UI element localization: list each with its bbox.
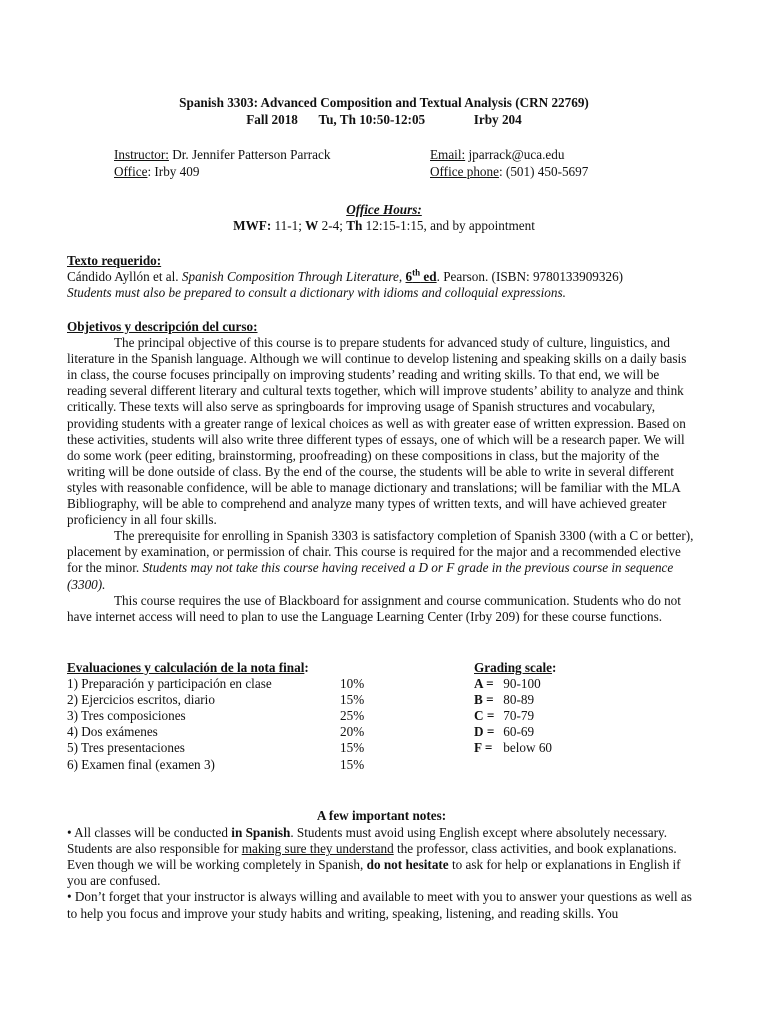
term: Fall 2018: [246, 112, 298, 127]
scale-range: 60-69: [500, 724, 535, 740]
office-hours: [0, 202, 768, 234]
note-1-bold: in Spanish: [231, 825, 291, 841]
scale-range: below 60: [500, 740, 553, 756]
objectives-paragraph-2: [67, 528, 696, 592]
email-address[interactable]: jparrack@uca.edu: [465, 147, 565, 162]
scale-range: 90-100: [500, 676, 541, 692]
grade-row: [67, 740, 696, 756]
evaluation-item: 1) Preparación y participación en clase: [67, 676, 272, 692]
phone-label: Office phone: [430, 164, 499, 179]
required-text-section: [67, 253, 696, 301]
mwf-label: MWF:: [233, 218, 272, 234]
contact-block: [0, 147, 768, 181]
notes-section: [67, 808, 696, 922]
instructor-info: [114, 147, 330, 163]
th-value: 12:15-1:15, and by appointment: [362, 218, 535, 234]
grading-table: [67, 660, 696, 773]
edition: [406, 269, 437, 284]
scale-entry: [474, 708, 534, 724]
grading-section: [67, 660, 696, 773]
required-text-citation: Cándido Ayllón et al. Spanish Composition Through Literature, 6th ed. Pearson. (ISBN: 9780133909326): [67, 267, 624, 285]
prerequisite-warning: Students may not take this course having received a D or F grade in the previous course in sequence (3300).: [67, 560, 674, 592]
room: Irby 204: [473, 112, 522, 127]
grade-row: [67, 708, 696, 724]
grade-row: [67, 692, 696, 708]
instructor-label: Instructor:: [114, 147, 169, 162]
objectives-heading: Objetivos y descripción del curso:: [67, 319, 258, 334]
scale-letter: C =: [474, 708, 495, 724]
evaluation-percent: 15%: [340, 692, 365, 708]
course-title: Spanish 3303: Advanced Composition and Textual Analysis (CRN 22769): [179, 95, 589, 110]
note-2: • Don’t forget that your instructor is always willing and available to meet with you to answer your questions as well as to help you focus and improve your study habits and writing, speaking, listening, and reading skills. You: [67, 889, 692, 921]
office-value: : Irby 409: [147, 164, 200, 179]
evaluation-item: 2) Ejercicios escritos, diario: [67, 692, 215, 708]
th-label: Th: [346, 218, 363, 234]
objectives-paragraph-3: This course requires the use of Blackboard for assignment and course communication. Students who do not have internet access will need to plan to use the Language Learning Center (Irby 209) for these course functions.: [67, 592, 681, 624]
evaluation-heading-colon: :: [304, 660, 309, 675]
evaluation-percent: 15%: [340, 756, 365, 772]
evaluation-item: 3) Tres composiciones: [67, 708, 186, 724]
scale-entry: [474, 692, 534, 708]
evaluation-percent: 10%: [340, 676, 365, 692]
phone-info: [430, 164, 588, 180]
scale-range: 80-89: [500, 692, 535, 708]
office-hours-heading: Office Hours:: [346, 202, 422, 217]
office-label: Office: [114, 164, 148, 179]
grading-headings: [67, 660, 696, 676]
note-1-bold: do not hesitate: [366, 857, 449, 873]
w-value: 2-4;: [318, 218, 347, 234]
scale-letter: A =: [474, 676, 494, 692]
evaluation-item: 6) Examen final (examen 3): [67, 756, 215, 772]
evaluation-percent: 25%: [340, 708, 365, 724]
edition-number: 6: [405, 269, 413, 285]
grading-scale-heading: [474, 660, 556, 676]
contact-row-2: [0, 164, 768, 181]
scale-entry: [474, 676, 541, 692]
note-1-underline: making sure they understand: [241, 841, 394, 857]
phone-value: : (501) 450-5697: [498, 164, 589, 179]
objectives-section: [67, 319, 696, 625]
evaluation-item: 4) Dos exámenes: [67, 724, 158, 740]
evaluation-heading-text: Evaluaciones y calculación de la nota final: [67, 660, 305, 675]
evaluation-percent: 15%: [340, 740, 365, 756]
scale-entry: [474, 724, 534, 740]
w-label: W: [305, 218, 319, 234]
note-1-text: to ask for help or explanations in English if you are confused.: [67, 857, 681, 889]
course-meta: [60, 111, 708, 128]
course-header: [60, 94, 708, 128]
scale-entry: [474, 740, 552, 756]
email-info: [430, 147, 564, 163]
prerequisite-text: The prerequisite for enrolling in Spanish 3303 is satisfactory completion of Spanish 3300 (with a C or better), placement by examination, or permission of chair. This course is required for the major and a recommended elective for the minor.: [67, 528, 694, 576]
edition-suffix: th: [412, 267, 421, 278]
office-hours-times: [0, 218, 768, 234]
scale-range: 70-79: [500, 708, 535, 724]
authors: Cándido Ayllón et al.: [67, 269, 182, 285]
evaluation-heading: [67, 660, 309, 676]
instructor-name: Dr. Jennifer Patterson Parrack: [168, 147, 331, 162]
scale-letter: B =: [474, 692, 494, 708]
note-1-text: • All classes will be conducted: [67, 825, 232, 841]
note-1-text: the professor, class activities, and book explanations. Even though we will be working completely in Spanish,: [67, 841, 677, 873]
grading-scale-heading-text: Grading scale: [474, 660, 553, 675]
notes-heading: A few important notes:: [316, 808, 447, 823]
scale-letter: F =: [474, 740, 493, 756]
email-label: Email:: [430, 147, 466, 162]
dictionary-note: Students must also be prepared to consult a dictionary with idioms and colloquial expressions.: [67, 285, 566, 301]
book-title: Spanish Composition Through Literature: [181, 269, 399, 285]
schedule: Tu, Th 10:50-12:05: [318, 112, 426, 127]
mwf-value: 11-1;: [271, 218, 306, 234]
objectives-paragraph-1: The principal objective of this course is to prepare students for advanced study of culture, linguistics, and literature in the Spanish language. Although we will continue to develop listening and speaking skills on a daily basis in class, the course focuses principally on improving students’ reading and writing skills. To that end, we will be reading several different literary and cultural texts together, which will improve students’ ability to analyze and think critically. These texts will also serve as springboards for improving usage of Spanish structures and vocabulary, providing students with a greater range of lexical choices as well as with greater ease of written expression. Based on these activities, students will also write three different types of essays, one of which will be a research paper. We will do some work (peer editing, brainstorming, proofreading) on these compositions in class, but the majority of the writing will be done outside of class. By the end of the course, the students will be able to write in several different styles with reasonable confidence, will be able to manage dictionary and translations; will be familiar with the MLA Bibliography, will be able to comprehend and analyze many types of written texts, and will have achieved greater proficiency in all four skills.: [67, 335, 687, 528]
note-1-text: . Students must avoid using English except where absolutely necessary. Students are also responsible for: [67, 825, 668, 857]
required-text-heading: Texto requerido:: [67, 253, 162, 268]
evaluation-percent: 20%: [340, 724, 365, 740]
grade-row: [67, 757, 696, 773]
grade-row: [67, 676, 696, 692]
grade-row: [67, 724, 696, 740]
office-info: [114, 164, 199, 180]
scale-letter: D =: [474, 724, 495, 740]
contact-row-1: [0, 147, 768, 164]
note-1: [67, 825, 696, 889]
grading-scale-heading-colon: :: [552, 660, 557, 675]
evaluation-item: 5) Tres presentaciones: [67, 740, 185, 756]
edition-ed: ed: [420, 269, 437, 285]
publisher-isbn: . Pearson. (ISBN: 9780133909326): [436, 269, 624, 285]
